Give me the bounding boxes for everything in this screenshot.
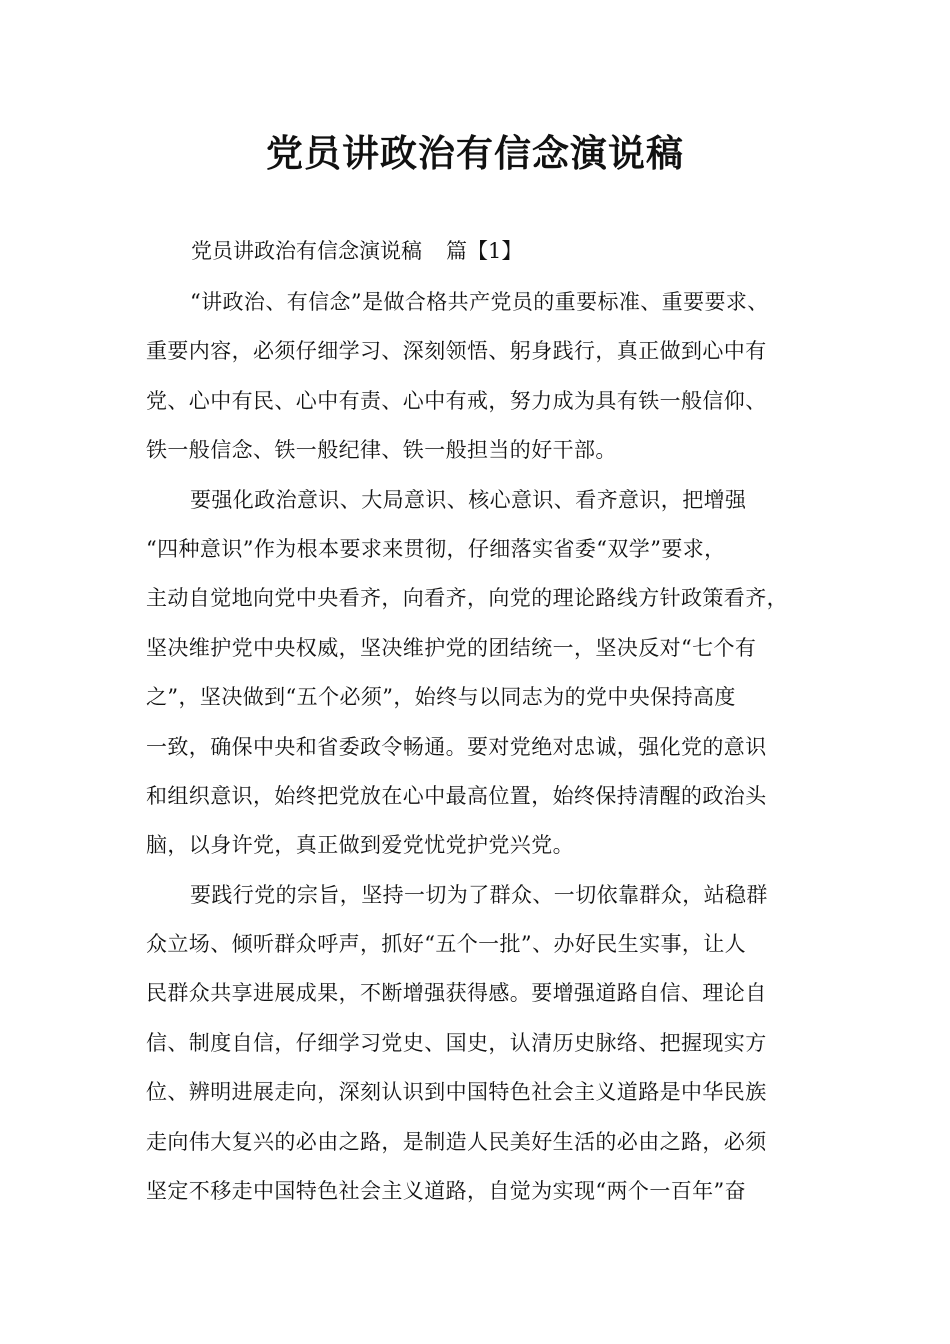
text-line: 重要内容，必须仔细学习、深刻领悟、躬身践行，真正做到心中有 [146,339,767,364]
text-line: 民群众共享进展成果，不断增强获得感。要增强道路自信、理论自 [146,981,767,1006]
text-line: 党、心中有民、心中有责、心中有戒，努力成为具有铁一般信仰、 [146,388,767,413]
text-line: 脑，以身许党，真正做到爱党忧党护党兴党。 [146,833,574,858]
section-heading-text: 党员讲政治有信念演说稿 [191,239,422,263]
text-line: 要践行党的宗旨，坚持一切为了群众、一切依靠群众，站稳群 [190,882,768,907]
text-line: 走向伟大复兴的必由之路，是制造人民美好生活的必由之路，必须 [146,1129,767,1154]
text-line: 之”，坚决做到“五个必须”，始终与以同志为的党中央保持高度 [146,685,736,710]
text-line: “四种意识”作为根本要求来贯彻，仔细落实省委“双学”要求， [146,536,726,561]
page-title: 党员讲政治有信念演说稿 [266,132,684,175]
body-text [146,278,826,1216]
text-line: 一致，确保中央和省委政令畅通。要对党绝对忠诚，强化党的意识 [146,734,767,759]
text-line: 主动自觉地向党中央看齐，向看齐，向党的理论路线方针政策看齐， [146,586,788,611]
text-line: 要强化政治意识、大局意识、核心意识、看齐意识，把增强 [190,487,747,512]
section-heading [191,236,522,266]
text-line: 坚决维护党中央权威，坚决维护党的团结统一，坚决反对“七个有 [146,635,757,660]
text-line: 坚定不移走中国特色社会主义道路，自觉为实现“两个一百年”奋 [146,1179,747,1204]
text-line: “讲政治、有信念”是做合格共产党员的重要标准、重要要求、 [190,290,769,314]
text-line: 众立场、倾听群众呼声，抓好“五个一批”、办好民生实事，让人 [146,932,747,957]
text-line: 位、辨明进展走向，深刻认识到中国特色社会主义道路是中华民族 [146,1080,767,1105]
section-heading-number: 篇【1】 [446,239,523,263]
text-line: 铁一般信念、铁一般纪律、铁一般担当的好干部。 [146,438,617,463]
text-line: 和组织意识，始终把党放在心中最高位置，始终保持清醒的政治头 [146,783,767,808]
text-line: 信、制度自信，仔细学习党史、国史，认清历史脉络、把握现实方 [146,1030,767,1055]
